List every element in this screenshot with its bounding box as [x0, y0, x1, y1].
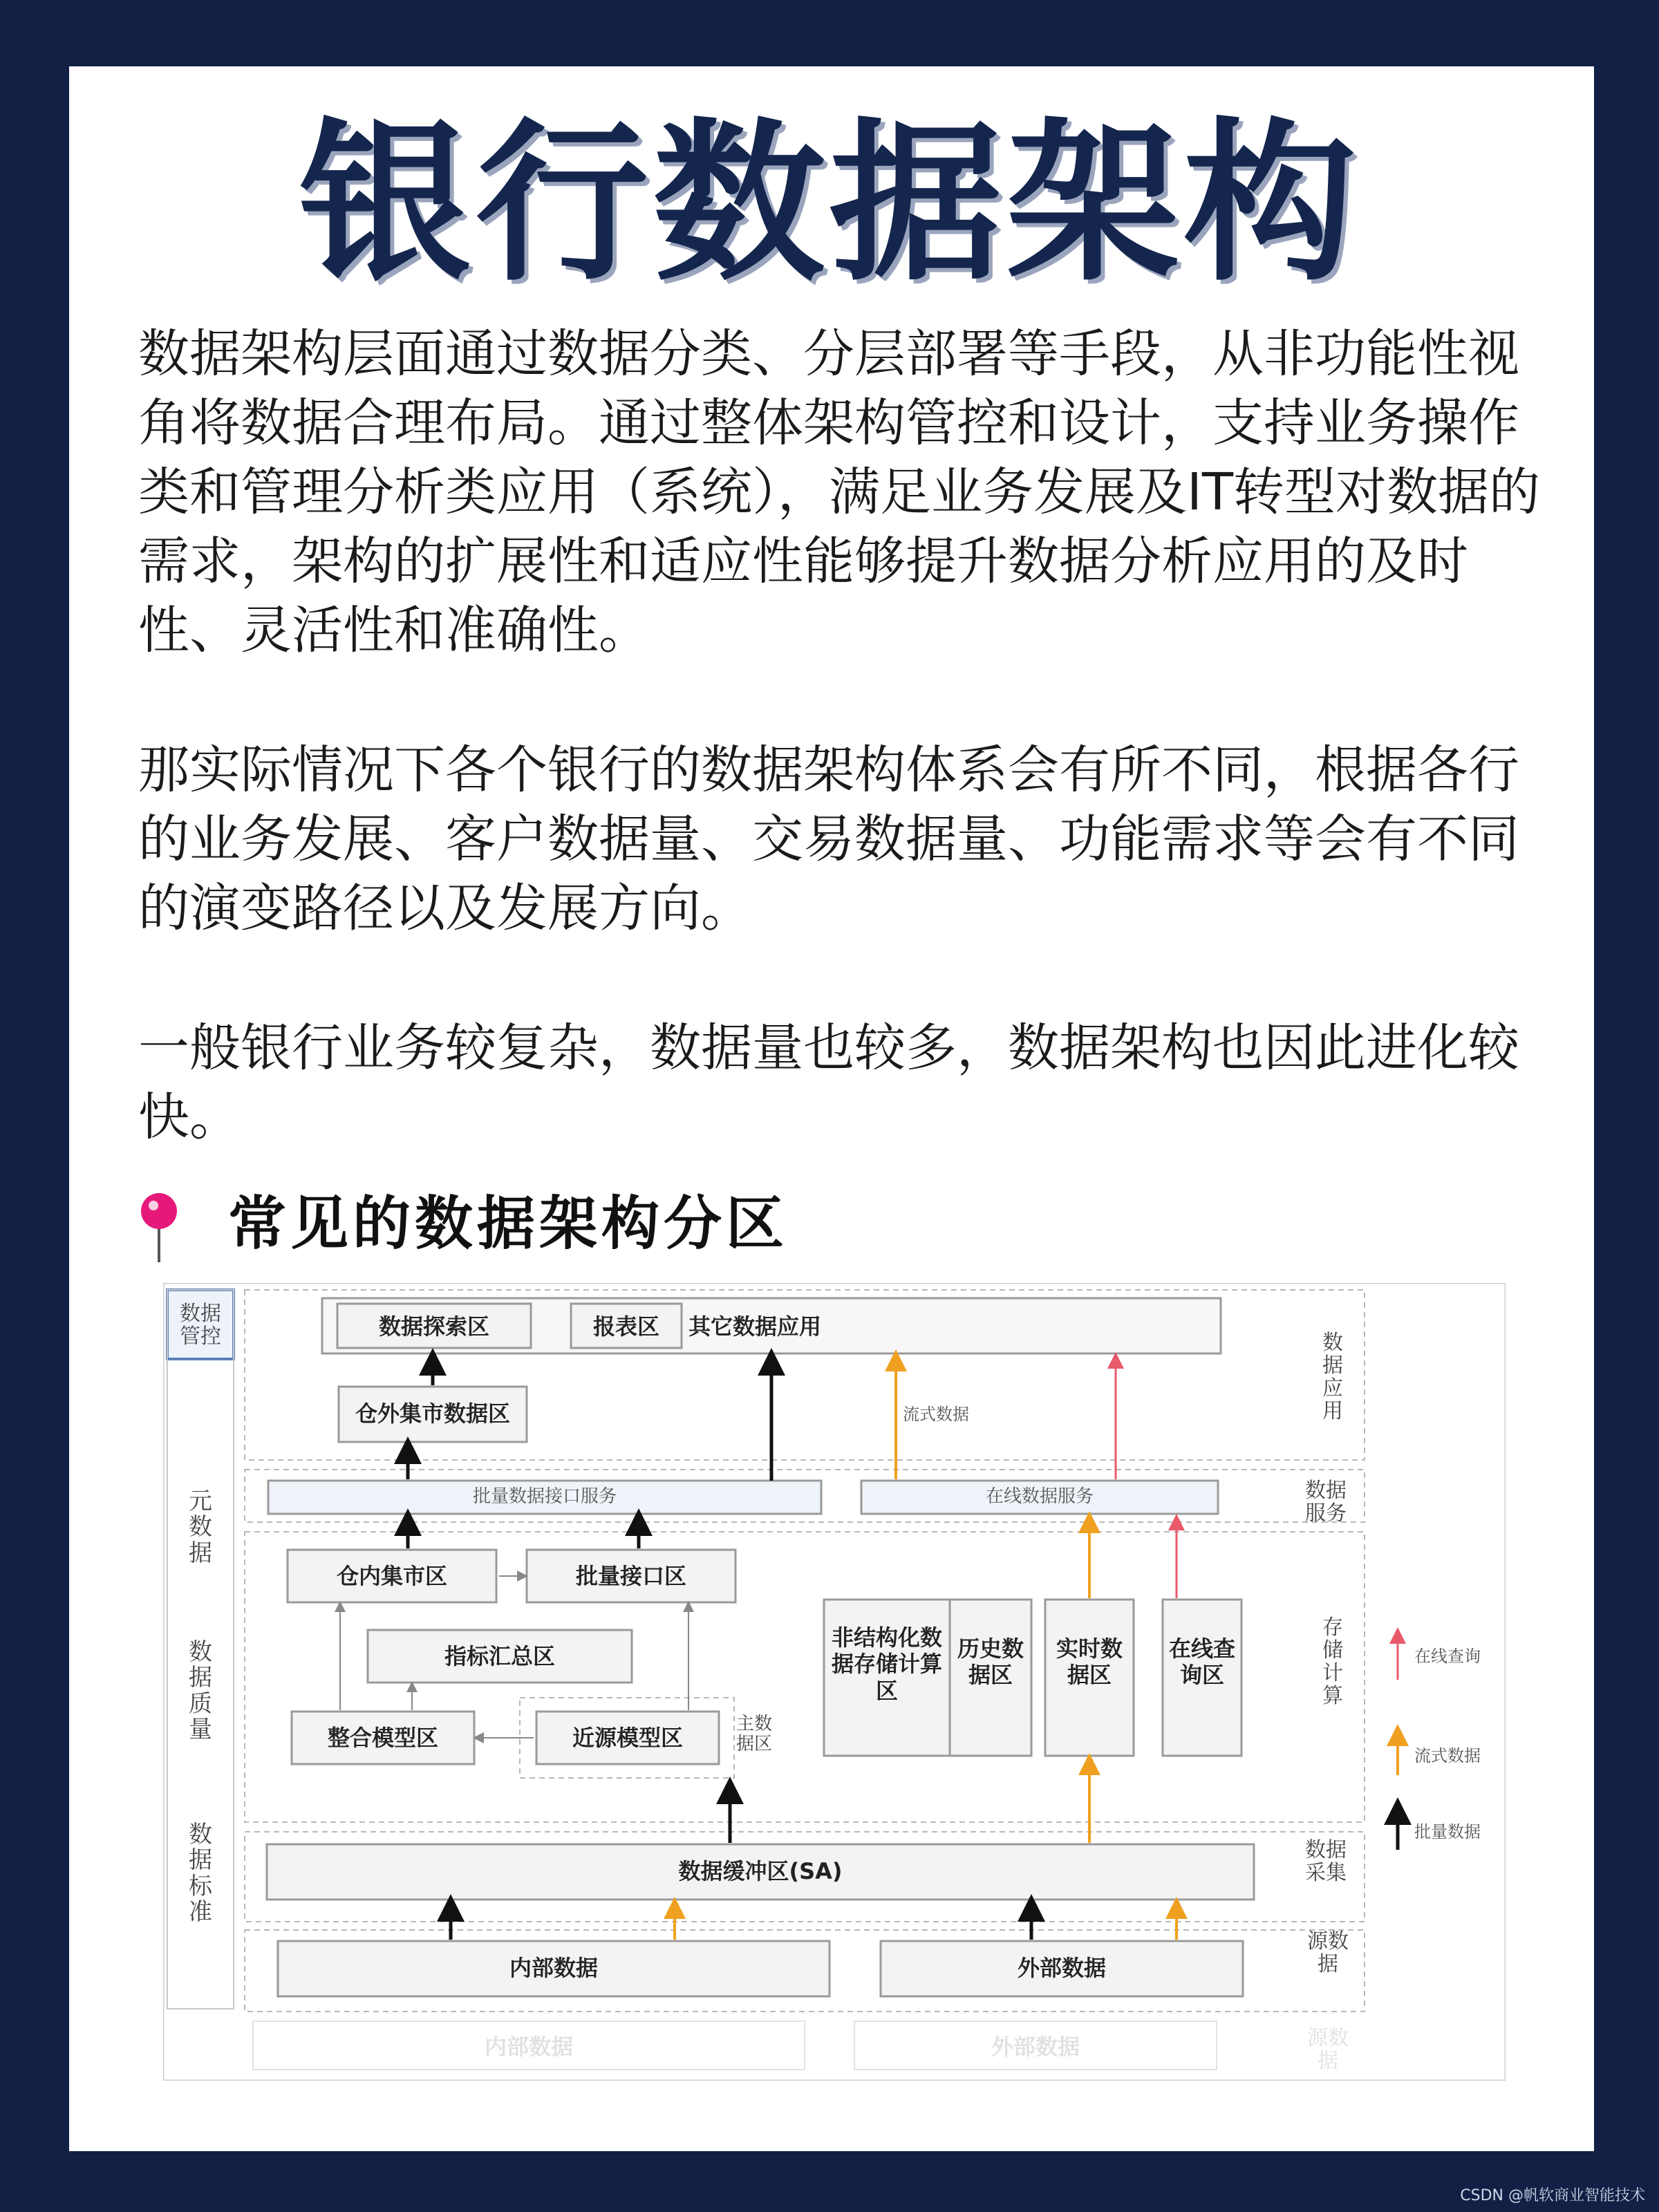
box-external: 外部数据 [1017, 1955, 1106, 1981]
legend-stream: 流式数据 [1414, 1746, 1481, 1765]
legend-online: 在线查询 [1414, 1647, 1481, 1666]
layer-label-application: 数据应用 [1322, 1331, 1343, 1423]
box-history: 历史数据区 [957, 1635, 1024, 1689]
watermark: CSDN @帆软商业智能技术 [1460, 2187, 1645, 2204]
stream-label: 流式数据 [903, 1405, 969, 1424]
left-label-quality: 数据质量 [189, 1638, 212, 1744]
box-unstructured: 非结构化数据存储计算区 [831, 1624, 942, 1704]
box-online-query: 在线查询区 [1168, 1635, 1235, 1689]
page-title: 银行数据架构 [299, 103, 1360, 304]
architecture-diagram [163, 1283, 1506, 2081]
left-label-metadata: 元数据 [189, 1488, 212, 1567]
layer-label-service: 数据服务 [1305, 1479, 1347, 1526]
layer-label-source: 源数据 [1307, 1929, 1349, 1976]
box-near-source-model: 近源模型区 [572, 1725, 683, 1751]
box-realtime: 实时数据区 [1056, 1635, 1123, 1689]
box-report: 报表区 [592, 1313, 659, 1340]
box-master-data: 主数据区 [735, 1714, 772, 1754]
box-inside-mart: 仓内集市区 [336, 1563, 447, 1589]
box-explore: 数据探索区 [378, 1313, 489, 1340]
section-title: 常见的数据架构分区 [228, 1190, 789, 1257]
box-online-service: 在线数据服务 [985, 1486, 1094, 1507]
box-batch-service: 批量数据接口服务 [472, 1486, 617, 1507]
ghost-internal: 内部数据 [484, 2034, 573, 2060]
box-integrated-model: 整合模型区 [327, 1725, 438, 1751]
box-outside-mart: 仓外集市数据区 [355, 1400, 510, 1427]
legend-batch: 批量数据 [1414, 1822, 1481, 1841]
ghost-source: 源数据 [1307, 2026, 1349, 2073]
left-label-governance: 数据管控 [180, 1302, 221, 1349]
ghost-external: 外部数据 [991, 2034, 1080, 2060]
paragraph-1: 数据架构层面通过数据分类、分层部署等手段，从非功能性视角将数据合理布局。通过整体架构管控和设计，支持业务操作类和管理分析类应用（系统），满足业务发展及IT转型对数据的需求，架构的扩展性和适应性能够提升数据分析应用的及时性、灵活性和准确性。 [138, 324, 1541, 660]
box-internal: 内部数据 [509, 1955, 598, 1981]
layer-label-storage: 存储计算 [1322, 1615, 1343, 1708]
box-buffer: 数据缓冲区(SA) [678, 1858, 843, 1884]
pin-icon [138, 1190, 180, 1266]
paragraph-2: 那实际情况下各个银行的数据架构体系会有所不同，根据各行的业务发展、客户数据量、交易数据量、功能需求等会有不同的演变路径以及发展方向。 [138, 740, 1519, 938]
layer-label-collection: 数据采集 [1305, 1838, 1347, 1885]
left-label-standard: 数据标准 [189, 1821, 212, 1927]
box-other-apps: 其它数据应用 [688, 1313, 822, 1340]
box-indicator: 指标汇总区 [444, 1643, 555, 1669]
paragraph-3: 一般银行业务较复杂，数据量也较多，数据架构也因此进化较快。 [138, 1018, 1519, 1147]
box-batch-interface: 批量接口区 [575, 1563, 686, 1589]
